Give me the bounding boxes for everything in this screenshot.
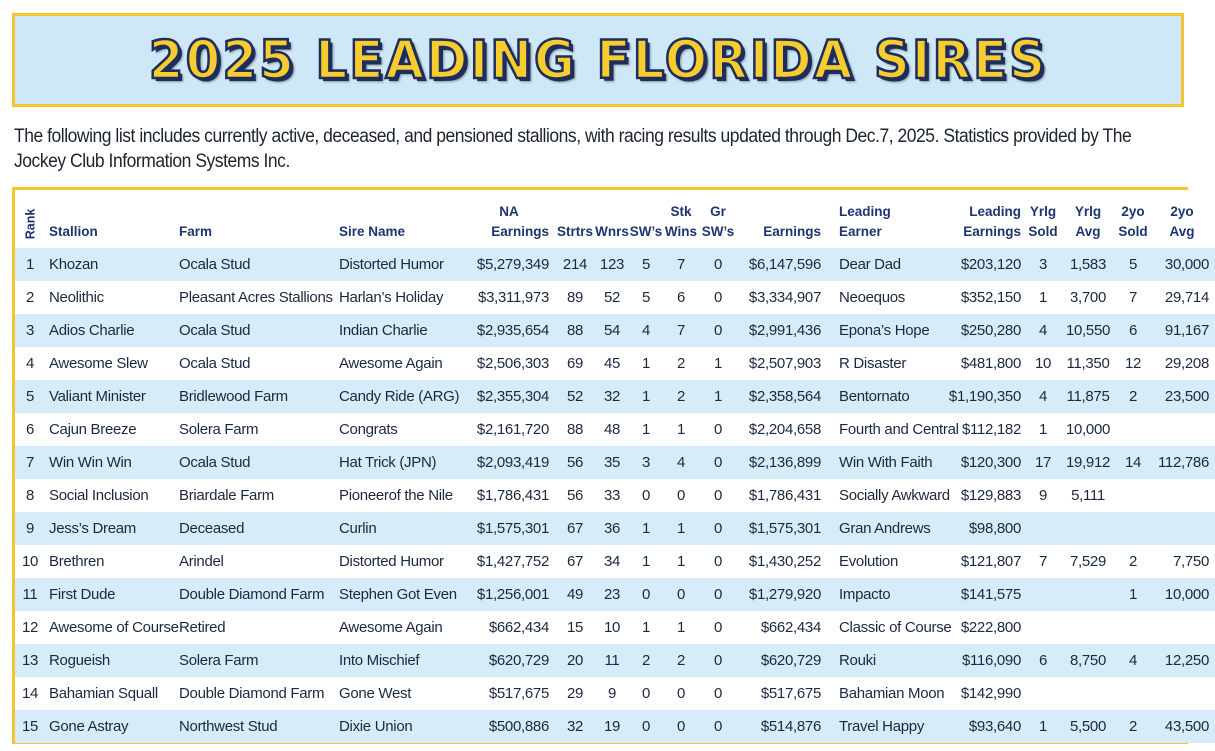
cell-leading-earner: Dear Dad xyxy=(827,248,945,281)
cell-yrlg-sold: 17 xyxy=(1027,446,1059,479)
cell-sire: Distorted Humor xyxy=(335,248,459,281)
cell-farm: Retired xyxy=(175,611,335,644)
cell-stk-wins: 2 xyxy=(663,380,699,413)
cell-sire: Awesome Again xyxy=(335,611,459,644)
table-row xyxy=(15,281,1215,314)
cell-2yo-sold xyxy=(1117,611,1149,644)
cell-2yo-avg: 7,750 xyxy=(1149,545,1215,578)
cell-stallion: Awesome Slew xyxy=(45,347,175,380)
cell-sire: Stephen Got Even xyxy=(335,578,459,611)
cell-earnings: $2,991,436 xyxy=(737,314,827,347)
header-yrlg-sold: Yrlg Sold xyxy=(1027,190,1059,248)
cell-farm: Ocala Stud xyxy=(175,347,335,380)
cell-2yo-avg xyxy=(1149,512,1215,545)
cell-rank: 13 xyxy=(15,644,45,677)
cell-earnings: $3,334,907 xyxy=(737,281,827,314)
cell-2yo-avg: 23,500 xyxy=(1149,380,1215,413)
cell-na-earnings: $1,575,301 xyxy=(459,512,555,545)
cell-leading-earner: Impacto xyxy=(827,578,945,611)
cell-stk-wins: 1 xyxy=(663,611,699,644)
cell-leading-earnings: $222,800 xyxy=(945,611,1027,644)
cell-leading-earnings: $142,990 xyxy=(945,677,1027,710)
cell-yrlg-avg xyxy=(1059,677,1117,710)
cell-2yo-avg: 10,000 xyxy=(1149,578,1215,611)
cell-strtrs: 214 xyxy=(555,248,595,281)
cell-na-earnings: $2,506,303 xyxy=(459,347,555,380)
cell-2yo-sold: 2 xyxy=(1117,545,1149,578)
cell-2yo-sold: 6 xyxy=(1117,314,1149,347)
cell-stallion: Social Inclusion xyxy=(45,479,175,512)
cell-stallion: Rogueish xyxy=(45,644,175,677)
cell-na-earnings: $2,935,654 xyxy=(459,314,555,347)
cell-stallion: Cajun Breeze xyxy=(45,413,175,446)
cell-leading-earner: Travel Happy xyxy=(827,710,945,743)
cell-stallion: Gone Astray xyxy=(45,710,175,743)
cell-stk-wins: 7 xyxy=(663,314,699,347)
cell-sws: 0 xyxy=(629,578,663,611)
cell-2yo-avg: 91,167 xyxy=(1149,314,1215,347)
cell-wnrs: 34 xyxy=(595,545,629,578)
cell-leading-earnings: $250,280 xyxy=(945,314,1027,347)
cell-2yo-sold: 2 xyxy=(1117,710,1149,743)
header-2yo-avg: 2yo Avg xyxy=(1149,190,1215,248)
cell-yrlg-avg: 11,875 xyxy=(1059,380,1117,413)
table-row xyxy=(15,545,1215,578)
cell-leading-earner: Fourth and Central xyxy=(827,413,945,446)
cell-yrlg-sold: 1 xyxy=(1027,710,1059,743)
cell-rank: 2 xyxy=(15,281,45,314)
cell-yrlg-avg: 1,583 xyxy=(1059,248,1117,281)
header-farm: Farm xyxy=(175,190,335,248)
cell-stallion: Bahamian Squall xyxy=(45,677,175,710)
cell-farm: Double Diamond Farm xyxy=(175,677,335,710)
cell-sire: Candy Ride (ARG) xyxy=(335,380,459,413)
cell-earnings: $2,358,564 xyxy=(737,380,827,413)
header-yrlg-avg: Yrlg Avg xyxy=(1059,190,1117,248)
cell-2yo-sold xyxy=(1117,413,1149,446)
cell-strtrs: 67 xyxy=(555,545,595,578)
cell-stk-wins: 0 xyxy=(663,677,699,710)
cell-stk-wins: 6 xyxy=(663,281,699,314)
cell-leading-earner: R Disaster xyxy=(827,347,945,380)
cell-rank: 1 xyxy=(15,248,45,281)
cell-farm: Pleasant Acres Stallions xyxy=(175,281,335,314)
cell-leading-earner: Classic of Course xyxy=(827,611,945,644)
cell-farm: Ocala Stud xyxy=(175,446,335,479)
cell-yrlg-avg: 19,912 xyxy=(1059,446,1117,479)
cell-yrlg-sold xyxy=(1027,578,1059,611)
table-row xyxy=(15,710,1215,743)
cell-yrlg-sold: 7 xyxy=(1027,545,1059,578)
cell-yrlg-sold: 1 xyxy=(1027,281,1059,314)
cell-leading-earnings: $141,575 xyxy=(945,578,1027,611)
cell-stk-wins: 4 xyxy=(663,446,699,479)
cell-sire: Into Mischief xyxy=(335,644,459,677)
cell-2yo-sold: 5 xyxy=(1117,248,1149,281)
cell-leading-earner: Socially Awkward xyxy=(827,479,945,512)
cell-sire: Gone West xyxy=(335,677,459,710)
cell-na-earnings: $2,355,304 xyxy=(459,380,555,413)
title-banner xyxy=(12,13,1184,107)
cell-2yo-avg xyxy=(1149,677,1215,710)
cell-gr-sws: 0 xyxy=(699,248,737,281)
cell-sws: 1 xyxy=(629,413,663,446)
cell-stallion: Brethren xyxy=(45,545,175,578)
cell-na-earnings: $1,786,431 xyxy=(459,479,555,512)
header-stallion: Stallion xyxy=(45,190,175,248)
cell-earnings: $2,204,658 xyxy=(737,413,827,446)
cell-yrlg-avg: 10,550 xyxy=(1059,314,1117,347)
cell-yrlg-sold xyxy=(1027,677,1059,710)
cell-sire: Hat Trick (JPN) xyxy=(335,446,459,479)
cell-gr-sws: 0 xyxy=(699,644,737,677)
cell-na-earnings: $5,279,349 xyxy=(459,248,555,281)
cell-yrlg-avg: 5,111 xyxy=(1059,479,1117,512)
cell-leading-earner: Epona’s Hope xyxy=(827,314,945,347)
header-row xyxy=(15,190,1215,248)
cell-rank: 15 xyxy=(15,710,45,743)
cell-wnrs: 52 xyxy=(595,281,629,314)
cell-strtrs: 20 xyxy=(555,644,595,677)
cell-stk-wins: 0 xyxy=(663,479,699,512)
cell-yrlg-sold: 10 xyxy=(1027,347,1059,380)
cell-wnrs: 35 xyxy=(595,446,629,479)
cell-2yo-avg: 29,208 xyxy=(1149,347,1215,380)
cell-yrlg-avg: 7,529 xyxy=(1059,545,1117,578)
table-row xyxy=(15,248,1215,281)
header-2yo-sold: 2yo Sold xyxy=(1117,190,1149,248)
cell-wnrs: 123 xyxy=(595,248,629,281)
cell-gr-sws: 0 xyxy=(699,314,737,347)
cell-2yo-avg: 30,000 xyxy=(1149,248,1215,281)
cell-stallion: Win Win Win xyxy=(45,446,175,479)
cell-sws: 4 xyxy=(629,314,663,347)
cell-farm: Bridlewood Farm xyxy=(175,380,335,413)
cell-2yo-sold: 2 xyxy=(1117,380,1149,413)
cell-2yo-sold: 1 xyxy=(1117,578,1149,611)
cell-wnrs: 23 xyxy=(595,578,629,611)
sires-table xyxy=(15,190,1215,743)
cell-leading-earner: Win With Faith xyxy=(827,446,945,479)
cell-yrlg-sold: 4 xyxy=(1027,314,1059,347)
cell-wnrs: 33 xyxy=(595,479,629,512)
cell-2yo-sold: 7 xyxy=(1117,281,1149,314)
cell-strtrs: 15 xyxy=(555,611,595,644)
table-row xyxy=(15,677,1215,710)
cell-leading-earner: Gran Andrews xyxy=(827,512,945,545)
cell-leading-earner: Bentornato xyxy=(827,380,945,413)
page-title: 2025 LEADING FLORIDA SIRES xyxy=(148,29,1048,91)
table-row xyxy=(15,512,1215,545)
cell-strtrs: 52 xyxy=(555,380,595,413)
cell-leading-earnings: $112,182 xyxy=(945,413,1027,446)
cell-gr-sws: 0 xyxy=(699,413,737,446)
cell-strtrs: 56 xyxy=(555,479,595,512)
cell-leading-earnings: $203,120 xyxy=(945,248,1027,281)
cell-leading-earnings: $481,800 xyxy=(945,347,1027,380)
cell-leading-earnings: $93,640 xyxy=(945,710,1027,743)
cell-strtrs: 29 xyxy=(555,677,595,710)
cell-2yo-sold: 4 xyxy=(1117,644,1149,677)
cell-gr-sws: 0 xyxy=(699,578,737,611)
cell-gr-sws: 0 xyxy=(699,677,737,710)
cell-leading-earnings: $98,800 xyxy=(945,512,1027,545)
table-row xyxy=(15,479,1215,512)
header-rank: Rank xyxy=(15,190,45,248)
cell-gr-sws: 1 xyxy=(699,380,737,413)
cell-rank: 6 xyxy=(15,413,45,446)
header-sws: SW’s xyxy=(629,190,663,248)
cell-strtrs: 69 xyxy=(555,347,595,380)
cell-farm: Ocala Stud xyxy=(175,314,335,347)
cell-stallion: Valiant Minister xyxy=(45,380,175,413)
cell-stk-wins: 7 xyxy=(663,248,699,281)
cell-2yo-avg xyxy=(1149,479,1215,512)
cell-leading-earner: Neoequos xyxy=(827,281,945,314)
cell-farm: Deceased xyxy=(175,512,335,545)
cell-wnrs: 11 xyxy=(595,644,629,677)
cell-rank: 14 xyxy=(15,677,45,710)
cell-2yo-avg xyxy=(1149,611,1215,644)
cell-sire: Congrats xyxy=(335,413,459,446)
cell-leading-earnings: $129,883 xyxy=(945,479,1027,512)
cell-earnings: $2,136,899 xyxy=(737,446,827,479)
cell-sws: 0 xyxy=(629,710,663,743)
cell-earnings: $517,675 xyxy=(737,677,827,710)
cell-na-earnings: $1,427,752 xyxy=(459,545,555,578)
cell-leading-earnings: $121,807 xyxy=(945,545,1027,578)
header-sire: Sire Name xyxy=(335,190,459,248)
cell-stallion: Awesome of Course xyxy=(45,611,175,644)
cell-farm: Solera Farm xyxy=(175,413,335,446)
cell-wnrs: 9 xyxy=(595,677,629,710)
cell-rank: 11 xyxy=(15,578,45,611)
cell-wnrs: 45 xyxy=(595,347,629,380)
header-leading-earnings: Leading Earnings xyxy=(945,190,1027,248)
cell-stk-wins: 1 xyxy=(663,512,699,545)
cell-gr-sws: 0 xyxy=(699,281,737,314)
cell-2yo-sold xyxy=(1117,479,1149,512)
cell-earnings: $662,434 xyxy=(737,611,827,644)
cell-sws: 1 xyxy=(629,512,663,545)
cell-2yo-avg xyxy=(1149,413,1215,446)
cell-leading-earnings: $352,150 xyxy=(945,281,1027,314)
cell-leading-earner: Rouki xyxy=(827,644,945,677)
cell-farm: Ocala Stud xyxy=(175,248,335,281)
cell-earnings: $620,729 xyxy=(737,644,827,677)
cell-yrlg-sold: 9 xyxy=(1027,479,1059,512)
cell-rank: 12 xyxy=(15,611,45,644)
cell-wnrs: 19 xyxy=(595,710,629,743)
cell-gr-sws: 0 xyxy=(699,545,737,578)
cell-stk-wins: 1 xyxy=(663,545,699,578)
cell-sire: Dixie Union xyxy=(335,710,459,743)
cell-rank: 10 xyxy=(15,545,45,578)
cell-yrlg-avg: 11,350 xyxy=(1059,347,1117,380)
cell-leading-earner: Evolution xyxy=(827,545,945,578)
cell-strtrs: 32 xyxy=(555,710,595,743)
cell-strtrs: 88 xyxy=(555,314,595,347)
cell-yrlg-sold: 4 xyxy=(1027,380,1059,413)
cell-earnings: $1,786,431 xyxy=(737,479,827,512)
cell-stk-wins: 0 xyxy=(663,578,699,611)
cell-farm: Double Diamond Farm xyxy=(175,578,335,611)
cell-yrlg-sold: 6 xyxy=(1027,644,1059,677)
cell-sws: 0 xyxy=(629,479,663,512)
cell-stallion: Khozan xyxy=(45,248,175,281)
cell-farm: Solera Farm xyxy=(175,644,335,677)
cell-na-earnings: $620,729 xyxy=(459,644,555,677)
cell-sire: Pioneerof the Nile xyxy=(335,479,459,512)
cell-wnrs: 32 xyxy=(595,380,629,413)
cell-yrlg-avg: 5,500 xyxy=(1059,710,1117,743)
intro-text xyxy=(14,124,1132,174)
cell-2yo-avg: 43,500 xyxy=(1149,710,1215,743)
cell-rank: 4 xyxy=(15,347,45,380)
header-wnrs: Wnrs xyxy=(595,190,629,248)
sires-table-container xyxy=(12,187,1209,744)
cell-farm: Northwest Stud xyxy=(175,710,335,743)
cell-na-earnings: $1,256,001 xyxy=(459,578,555,611)
cell-sws: 5 xyxy=(629,248,663,281)
cell-yrlg-avg xyxy=(1059,578,1117,611)
cell-sws: 1 xyxy=(629,347,663,380)
cell-leading-earnings: $1,190,350 xyxy=(945,380,1027,413)
cell-wnrs: 10 xyxy=(595,611,629,644)
cell-rank: 8 xyxy=(15,479,45,512)
cell-sws: 0 xyxy=(629,677,663,710)
cell-yrlg-avg: 8,750 xyxy=(1059,644,1117,677)
header-strtrs: Strtrs xyxy=(555,190,595,248)
cell-gr-sws: 0 xyxy=(699,512,737,545)
header-na-earnings: NA Earnings xyxy=(459,190,555,248)
table-row xyxy=(15,611,1215,644)
cell-earnings: $1,575,301 xyxy=(737,512,827,545)
cell-rank: 5 xyxy=(15,380,45,413)
cell-sire: Indian Charlie xyxy=(335,314,459,347)
cell-leading-earnings: $116,090 xyxy=(945,644,1027,677)
cell-2yo-avg: 29,714 xyxy=(1149,281,1215,314)
cell-gr-sws: 0 xyxy=(699,611,737,644)
cell-yrlg-sold xyxy=(1027,512,1059,545)
cell-strtrs: 56 xyxy=(555,446,595,479)
cell-strtrs: 88 xyxy=(555,413,595,446)
cell-stallion: Adios Charlie xyxy=(45,314,175,347)
intro-paragraph: The following list includes currently active, deceased, and pensioned stallions, with racing results updated through Dec.7, 2025. Statistics provided by The Jockey Club Information Systems Inc. xyxy=(14,126,1132,172)
cell-strtrs: 67 xyxy=(555,512,595,545)
cell-stk-wins: 0 xyxy=(663,710,699,743)
cell-na-earnings: $2,093,419 xyxy=(459,446,555,479)
cell-2yo-sold: 12 xyxy=(1117,347,1149,380)
cell-2yo-sold: 14 xyxy=(1117,446,1149,479)
cell-gr-sws: 0 xyxy=(699,710,737,743)
cell-strtrs: 49 xyxy=(555,578,595,611)
cell-gr-sws: 1 xyxy=(699,347,737,380)
cell-stallion: First Dude xyxy=(45,578,175,611)
cell-2yo-sold xyxy=(1117,512,1149,545)
cell-gr-sws: 0 xyxy=(699,446,737,479)
table-row xyxy=(15,380,1215,413)
cell-stallion: Jess’s Dream xyxy=(45,512,175,545)
cell-leading-earner: Bahamian Moon xyxy=(827,677,945,710)
cell-yrlg-sold xyxy=(1027,611,1059,644)
cell-sire: Harlan’s Holiday xyxy=(335,281,459,314)
cell-stk-wins: 2 xyxy=(663,347,699,380)
cell-sire: Awesome Again xyxy=(335,347,459,380)
cell-yrlg-sold: 1 xyxy=(1027,413,1059,446)
cell-earnings: $1,279,920 xyxy=(737,578,827,611)
cell-rank: 7 xyxy=(15,446,45,479)
cell-yrlg-sold: 3 xyxy=(1027,248,1059,281)
cell-leading-earnings: $120,300 xyxy=(945,446,1027,479)
cell-earnings: $6,147,596 xyxy=(737,248,827,281)
cell-stk-wins: 1 xyxy=(663,413,699,446)
table-row xyxy=(15,314,1215,347)
cell-yrlg-avg: 3,700 xyxy=(1059,281,1117,314)
cell-rank: 3 xyxy=(15,314,45,347)
cell-na-earnings: $500,886 xyxy=(459,710,555,743)
cell-earnings: $514,876 xyxy=(737,710,827,743)
table-row xyxy=(15,347,1215,380)
cell-2yo-sold xyxy=(1117,677,1149,710)
cell-sws: 1 xyxy=(629,545,663,578)
cell-farm: Arindel xyxy=(175,545,335,578)
cell-na-earnings: $517,675 xyxy=(459,677,555,710)
cell-sws: 1 xyxy=(629,380,663,413)
cell-wnrs: 36 xyxy=(595,512,629,545)
cell-stallion: Neolithic xyxy=(45,281,175,314)
cell-earnings: $2,507,903 xyxy=(737,347,827,380)
cell-earnings: $1,430,252 xyxy=(737,545,827,578)
header-stk-wins: Stk Wins xyxy=(663,190,699,248)
cell-gr-sws: 0 xyxy=(699,479,737,512)
cell-sws: 3 xyxy=(629,446,663,479)
table-row xyxy=(15,446,1215,479)
cell-na-earnings: $2,161,720 xyxy=(459,413,555,446)
cell-sws: 5 xyxy=(629,281,663,314)
cell-wnrs: 54 xyxy=(595,314,629,347)
cell-2yo-avg: 12,250 xyxy=(1149,644,1215,677)
table-row xyxy=(15,413,1215,446)
cell-farm: Briardale Farm xyxy=(175,479,335,512)
cell-yrlg-avg xyxy=(1059,512,1117,545)
cell-yrlg-avg: 10,000 xyxy=(1059,413,1117,446)
cell-sws: 1 xyxy=(629,611,663,644)
cell-sire: Curlin xyxy=(335,512,459,545)
cell-sws: 2 xyxy=(629,644,663,677)
cell-na-earnings: $3,311,973 xyxy=(459,281,555,314)
cell-2yo-avg: 112,786 xyxy=(1149,446,1215,479)
cell-strtrs: 89 xyxy=(555,281,595,314)
cell-sire: Distorted Humor xyxy=(335,545,459,578)
cell-rank: 9 xyxy=(15,512,45,545)
table-row xyxy=(15,578,1215,611)
header-earnings: Earnings xyxy=(737,190,827,248)
header-gr-sws: Gr SW’s xyxy=(699,190,737,248)
table-row xyxy=(15,644,1215,677)
cell-na-earnings: $662,434 xyxy=(459,611,555,644)
cell-stk-wins: 2 xyxy=(663,644,699,677)
header-leading-earner: Leading Earner xyxy=(827,190,945,248)
cell-wnrs: 48 xyxy=(595,413,629,446)
cell-yrlg-avg xyxy=(1059,611,1117,644)
